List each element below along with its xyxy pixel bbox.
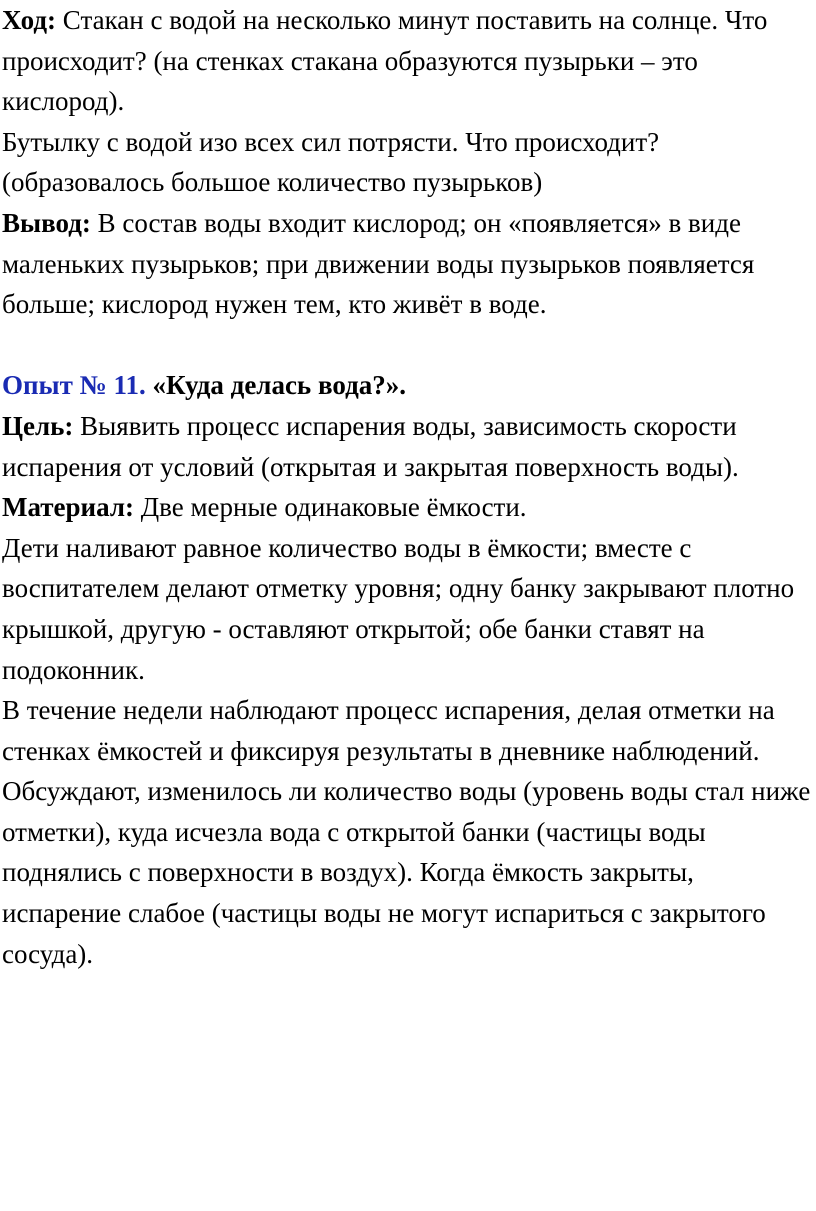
material-label: Материал: [2,492,134,523]
experiment-heading [2,365,814,406]
document-page [2,0,814,974]
blank-line [2,325,814,366]
procedure-text: Стакан с водой на несколько минут поставить на солнце. Что происходит? (на стенках стакана образуются пузырьки – это кислород). [2,5,768,117]
observation-paragraph: В течение недели наблюдают процесс испарения, делая отметки на стенках ёмкостей и фиксируя результаты в дневнике наблюдений. Обсуждают, изменилось ли количество воды (уровень воды стал ниже отметки), куда исчезла вода с открытой банки (частицы воды поднялись с поверхности в воздух). Когда ёмкость закрыты, испарение слабое (частицы воды не могут испариться с закрытого сосуда). [2,695,811,969]
conclusion-text: В состав воды входит кислород; он «появляется» в виде маленьких пузырьков; при движении воды пузырьков появляется больше; кислород нужен тем, кто живёт в воде. [2,207,755,320]
material-paragraph [2,487,814,528]
procedure-steps-paragraph: Дети наливают равное количество воды в ёмкости; вместе с воспитателем делают отметку уровня; одну банку закрывают плотно крышкой, другую - оставляют открытой; обе банки ставят на подоконник. [2,532,795,685]
material-text: Две мерные одинаковые ёмкости. [133,492,527,523]
procedure-label: Ход: [2,5,57,35]
goal-label: Цель: [2,410,74,441]
bottle-paragraph: Бутылку с водой изо всех сил потрясти. Что происходит? (образовалось большое количество пузырьков) [2,126,660,198]
experiment-number: Опыт № 11. [2,370,146,401]
experiment-title: «Куда делась вода?». [145,370,406,401]
conclusion-label: Вывод: [2,207,91,238]
conclusion-paragraph [2,203,814,325]
goal-paragraph [2,406,814,487]
goal-text: Выявить процесс испарения воды, зависимость скорости испарения от условий (открытая и закрытая поверхность воды). [2,410,739,482]
procedure-paragraph [2,0,814,122]
